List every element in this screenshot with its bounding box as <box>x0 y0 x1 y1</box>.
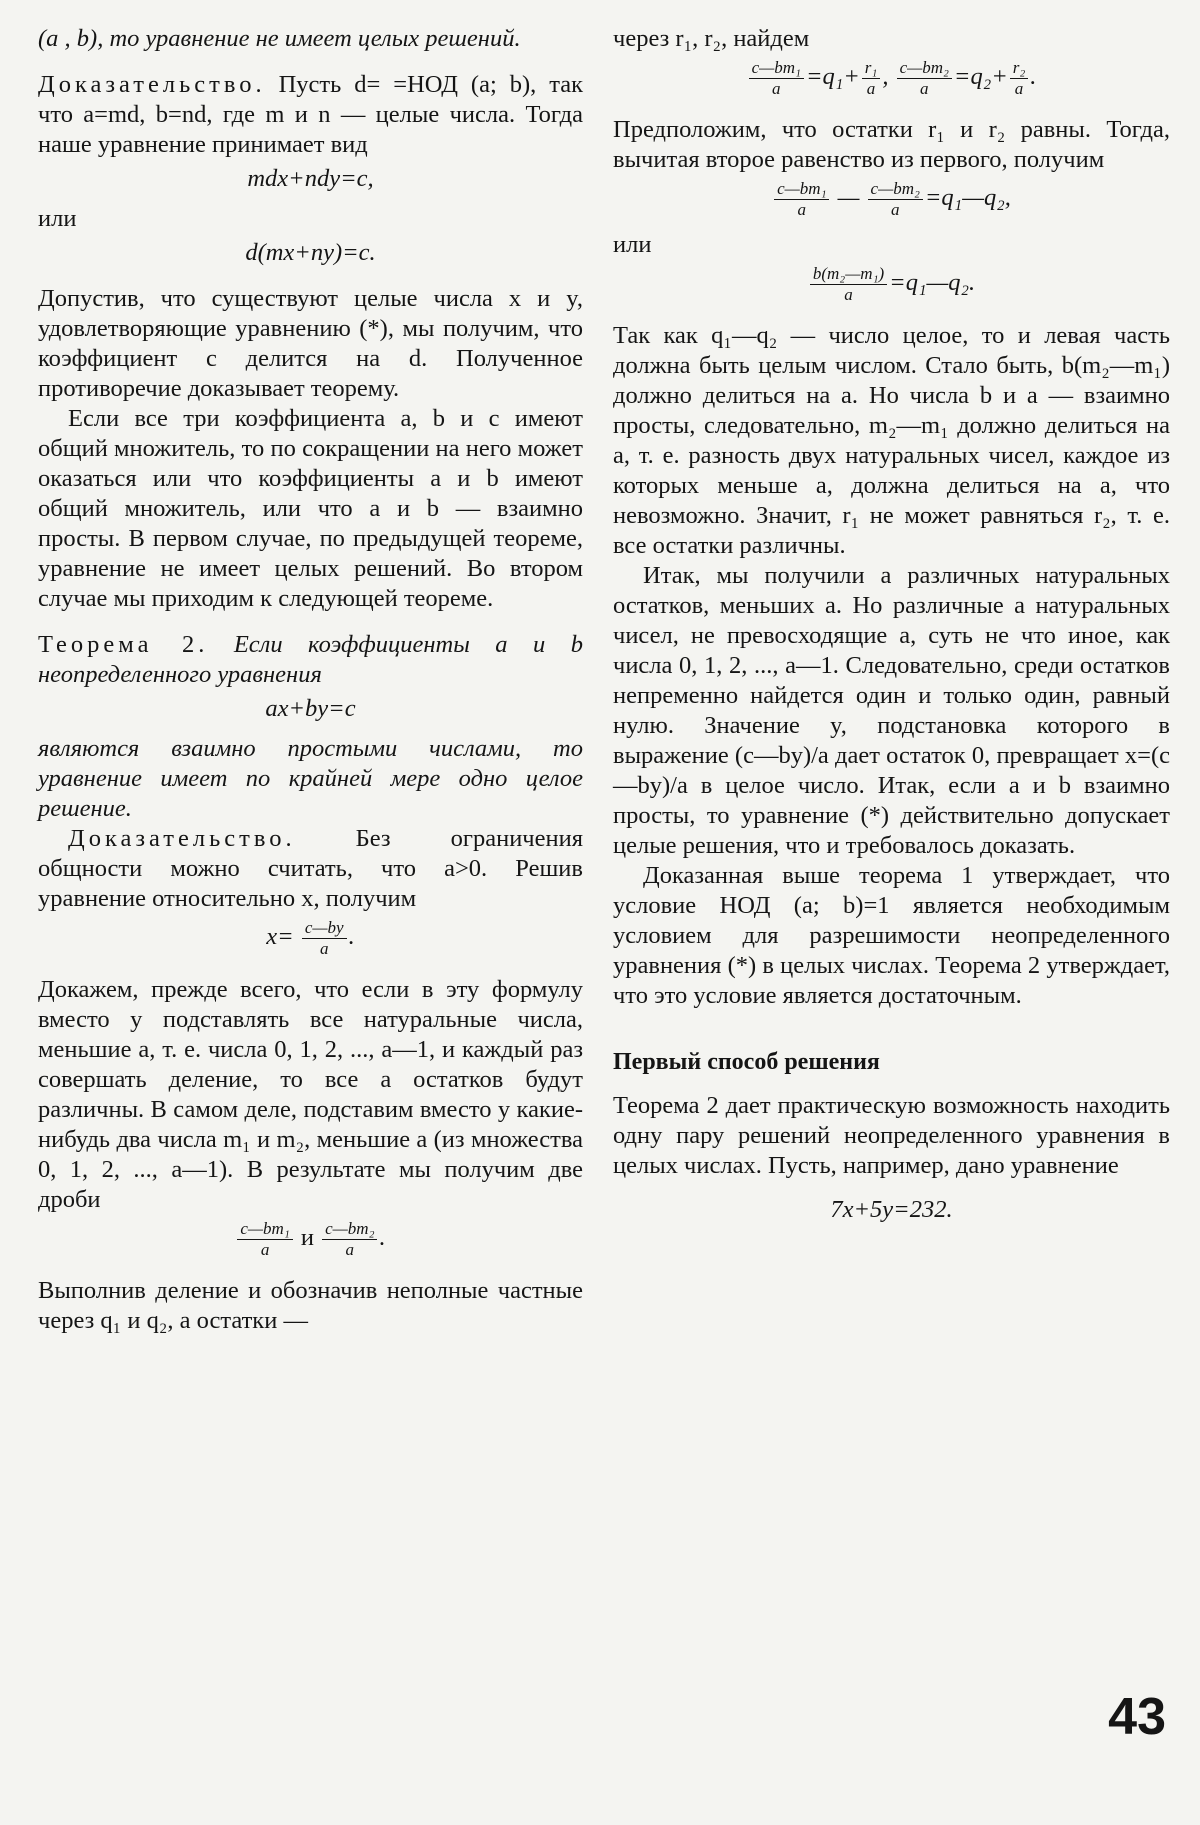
eq-end: . <box>1030 63 1037 91</box>
remainders-intro: через r₁, r₂, найдем <box>613 25 810 52</box>
b-m2-m1-rhs: =q₁—q₂. <box>889 269 976 297</box>
fractions-end: . <box>379 1224 386 1252</box>
theorem2-continuation: являются взаимно простыми числами, то уравнение имеет по крайней мере одно целое решение. <box>38 735 583 822</box>
fraction-numerator: c—bm₂ <box>322 1219 377 1240</box>
eq4-lhs: x= <box>266 923 294 951</box>
fraction-c-bm2 <box>322 1219 377 1260</box>
difference-equation <box>613 179 1170 220</box>
common-factor-paragraph: Если все три коэффициента a, b и c имеют общий множитель, то по сокращении на него может оказаться или что коэффициенты a и b имеют общий множитель, или что a и b — взаимно просты. В первом случае, по предыдущей теореме, уравнение не имеет целых решений. Во втором случае мы приходим к следующей теореме. <box>38 405 583 612</box>
difference-rhs: =q₁—q₂, <box>924 184 1011 212</box>
fraction-denominator: a <box>844 285 853 304</box>
eq-q2: =q₂+ <box>953 63 1008 91</box>
residues-paragraph: Итак, мы получили a различных натуральных остатков, меньших a. Но различные a натуральных чисел, не превосходящие a, суть не что иное, как числа 0, 1, 2, ..., a—1. Следовательно, среди остатков непременно найдется один и только один, равный нулю. Значение y, подстановка которого в выражение (c—by)/a дает остаток 0, превращает x=(c—by)/a в целое число. Итак, если a и b взаимно просты, то уравнение (*) действительно допускает целые решения, что и требовалось доказать. <box>613 562 1170 859</box>
fraction-numerator: b(m₂—m₁) <box>810 264 887 285</box>
separator: , <box>882 63 889 91</box>
fraction-denominator: a <box>260 1240 270 1259</box>
page-number: 43 <box>1108 1688 1166 1746</box>
fraction-denominator: a <box>772 79 781 98</box>
contradiction-paragraph: Допустив, что существуют целые числа x и y, удовлетворяющие уравнению (*), мы получим, что коэффициент c делится на d. Полученное противоречие доказывает теорему. <box>38 285 583 402</box>
fraction-denominator: a <box>1014 79 1024 98</box>
fraction-denominator: a <box>866 79 876 98</box>
and-word: и <box>300 1224 314 1252</box>
theorem2-label: Теорема 2. <box>38 631 209 658</box>
fraction-numerator: c—by <box>302 918 347 939</box>
or-label: или <box>38 205 77 232</box>
fraction-r1-a <box>862 58 881 99</box>
fraction-numerator: c—bm₂ <box>868 179 923 200</box>
fraction-numerator: r₂ <box>1010 58 1029 79</box>
eq-q1: =q₁+ <box>805 63 860 91</box>
proof1-label: Доказательство. <box>38 71 266 98</box>
fraction-r2-a <box>1010 58 1029 99</box>
fraction-numerator: r₁ <box>862 58 881 79</box>
fraction-c-bm1 <box>749 58 804 99</box>
theorem2-text: Если коэффициенты a и b неопределенного уравнения <box>38 631 583 688</box>
fraction-c-bm2 <box>897 58 952 99</box>
proof2-paragraph <box>38 824 583 914</box>
equation-mdx-ndy: mdx+ndy=c, <box>247 165 374 192</box>
proof1-text: Пусть d= =НОД (a; b), так что a=md, b=nd, где m и n — целые числа. Тогда наше уравнение принимает вид <box>38 71 583 158</box>
left-column <box>38 24 583 1336</box>
b-m2-m1-equation <box>613 264 1170 305</box>
equation-ax-by-c: ax+by=c <box>265 695 356 722</box>
eq4-end: . <box>348 923 355 951</box>
fraction-c-bm2 <box>868 179 923 220</box>
fraction-numerator: c—bm₁ <box>237 1219 292 1240</box>
fraction-c-bm1 <box>237 1219 292 1260</box>
theorem2-paragraph <box>38 630 583 690</box>
fraction-c-bm1 <box>774 179 829 220</box>
theorem1-tail: (a , b), то уравнение не имеет целых решений. <box>38 25 521 52</box>
proof1-paragraph <box>38 70 583 160</box>
fraction-c-by-a <box>302 918 347 959</box>
or-label: или <box>613 231 652 258</box>
fraction-denominator: a <box>319 939 329 958</box>
division-paragraph: Выполнив деление и обозначив неполные частные через q₁ и q₂, а остатки — <box>38 1277 583 1334</box>
fraction-numerator: c—bm₁ <box>749 58 804 79</box>
conclusion-paragraph: Доказанная выше теорема 1 утверждает, что условие НОД (a; b)=1 является необходимым условием для разрешимости неопределенного уравнения (*) в целых числах. Теорема 2 утверждает, что это условие является достаточным. <box>613 862 1170 1009</box>
fraction-b-m2-m1 <box>810 264 887 305</box>
fraction-denominator: a <box>890 200 900 219</box>
suppose-paragraph: Предположим, что остатки r₁ и r₂ равны. Тогда, вычитая второе равенство из первого, получим <box>613 116 1170 173</box>
right-column <box>613 24 1170 1235</box>
division-equations <box>613 58 1170 99</box>
equation-d-mx-ny: d(mx+ny)=c. <box>245 239 376 266</box>
section-title: Первый способ решения <box>613 1049 880 1075</box>
equation-x-fraction <box>38 918 583 959</box>
remainders-paragraph: Докажем, прежде всего, что если в эту формулу вместо y подставлять все натуральные числа, меньшие a, т. е. числа 0, 1, 2, ..., a—1, и каждый раз совершать деление, то все a остатков будут различны. В самом деле, подставим вместо y какие-нибудь два числа m₁ и m₂, меньшие a (из множества 0, 1, 2, ..., a—1). В результате мы получим две дроби <box>38 976 583 1213</box>
fraction-denominator: a <box>797 200 807 219</box>
minus-sign: — <box>837 184 860 212</box>
fraction-numerator: c—bm₂ <box>897 58 952 79</box>
integer-paragraph: Так как q₁—q₂ — число целое, то и левая часть должна быть целым числом. Стало быть, b(m₂—m₁) должно делиться на a. Но числа b и a — взаимно просты, следовательно, m₂—m₁ должно делиться на a, т. е. разность двух натуральных чисел, каждое из которых меньше a, должна делиться на a, что невозможно. Значит, r₁ не может равняться r₂, т. е. все остатки различны. <box>613 322 1170 559</box>
fraction-denominator: a <box>919 79 929 98</box>
method-paragraph: Теорема 2 дает практическую возможность находить одну пару решений неопределенного уравнения в целых числах. Пусть, например, дано уравнение <box>613 1092 1170 1179</box>
fraction-denominator: a <box>345 1240 355 1259</box>
equation-7x-5y: 7x+5y=232. <box>830 1196 953 1223</box>
proof2-text: Без ограничения общности можно считать, что a>0. Решив уравнение относительно x, получим <box>38 825 583 912</box>
proof2-label: Доказательство. <box>68 825 296 852</box>
fraction-numerator: c—bm₁ <box>774 179 829 200</box>
two-fractions <box>38 1219 583 1260</box>
